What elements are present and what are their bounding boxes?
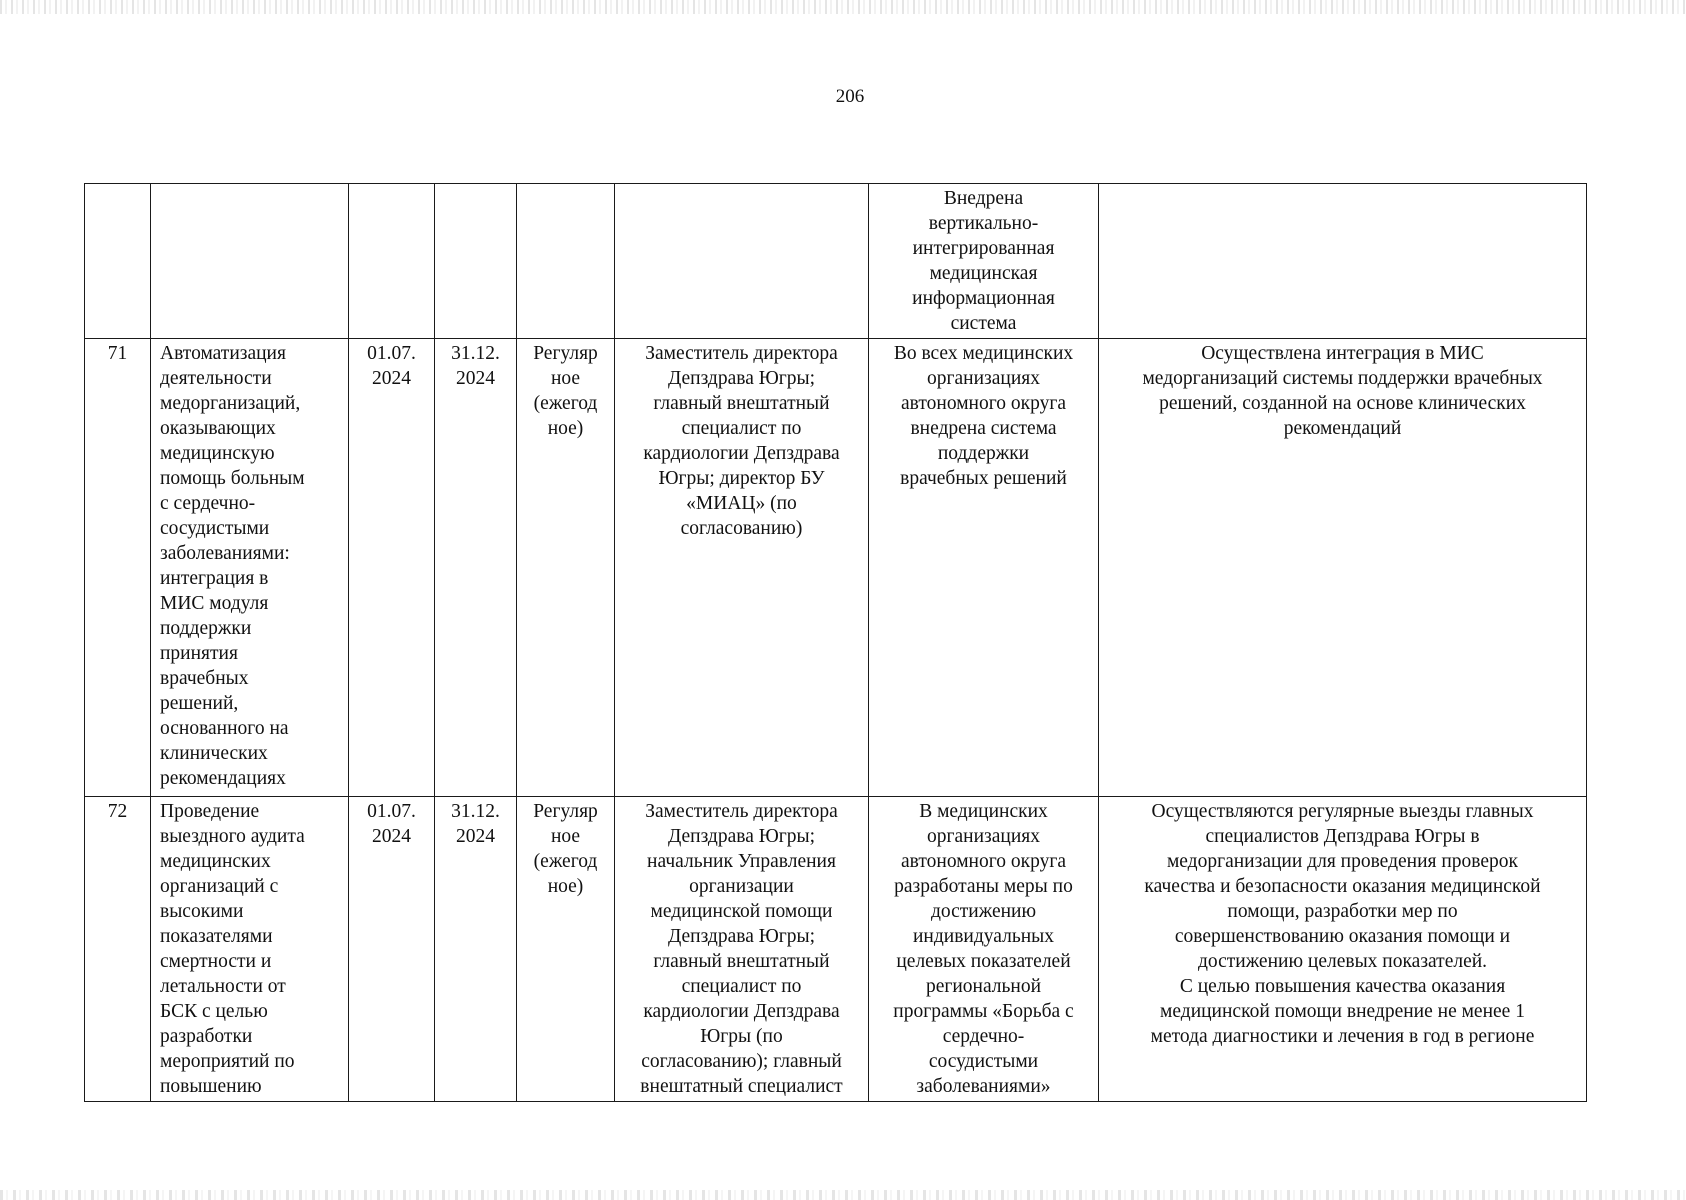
- cell-responsible: [615, 184, 869, 339]
- cell-end-date: 31.12. 2024: [435, 797, 517, 1102]
- table-row-72: [85, 797, 1587, 1102]
- cell-type: Регуляр ное (ежегод ное): [517, 339, 615, 797]
- scan-edge-top: [0, 0, 1686, 14]
- scan-edge-bottom: [0, 1190, 1686, 1200]
- cell-end-date: [435, 184, 517, 339]
- cell-measure-name: Автоматизация деятельности медорганизаций, оказывающих медицинскую помощь больным с сердечно- сосудистыми заболеваниями: интеграция в МИС модуля поддержки принятия врачебных решений, основанного на клинических рекомендациях: [151, 339, 349, 797]
- cell-result: Осуществляются регулярные выезды главных специалистов Депздрава Югры в медорганизации для проведения проверок качества и безопасности оказания медицинской помощи, разработки мер по совершенствованию оказания помощи и достижению целевых показателей. С целью повышения качества оказания медицинской помощи внедрение не менее 1 метода диагностики и лечения в год в регионе: [1099, 797, 1587, 1102]
- cell-type: [517, 184, 615, 339]
- table-row-71: [85, 339, 1587, 797]
- cell-measure-name: [151, 184, 349, 339]
- cell-type: Регуляр ное (ежегод ное): [517, 797, 615, 1102]
- measures-table: [84, 183, 1587, 1102]
- cell-start-date: 01.07. 2024: [349, 339, 435, 797]
- cell-end-date: 31.12. 2024: [435, 339, 517, 797]
- cell-result: Осуществлена интеграция в МИС медорганизаций системы поддержки врачебных решений, созданной на основе клинических рекомендаций: [1099, 339, 1587, 797]
- cell-number: 71: [85, 339, 151, 797]
- cell-result: [1099, 184, 1587, 339]
- cell-number: 72: [85, 797, 151, 1102]
- cell-measure-name: Проведение выездного аудита медицинских организаций с высокими показателями смертности и летальности от БСК с целью разработки мероприятий по повышению: [151, 797, 349, 1102]
- page-number: 206: [835, 86, 865, 107]
- cell-responsible: Заместитель директора Депздрава Югры; главный внештатный специалист по кардиологии Депздрава Югры; директор БУ «МИАЦ» (по согласованию): [615, 339, 869, 797]
- cell-responsible: Заместитель директора Депздрава Югры; начальник Управления организации медицинской помощи Депздрава Югры; главный внештатный специалист по кардиологии Депздрава Югры (по согласованию); главный внештатный специалист: [615, 797, 869, 1102]
- cell-start-date: 01.07. 2024: [349, 797, 435, 1102]
- table-row-continuation: [85, 184, 1587, 339]
- cell-indicator: Внедрена вертикально- интегрированная медицинская информационная система: [869, 184, 1099, 339]
- cell-start-date: [349, 184, 435, 339]
- cell-indicator: В медицинских организациях автономного округа разработаны меры по достижению индивидуальных целевых показателей региональной программы «Борьба с сердечно- сосудистыми заболеваниями»: [869, 797, 1099, 1102]
- cell-number: [85, 184, 151, 339]
- cell-indicator: Во всех медицинских организациях автономного округа внедрена система поддержки врачебных решений: [869, 339, 1099, 797]
